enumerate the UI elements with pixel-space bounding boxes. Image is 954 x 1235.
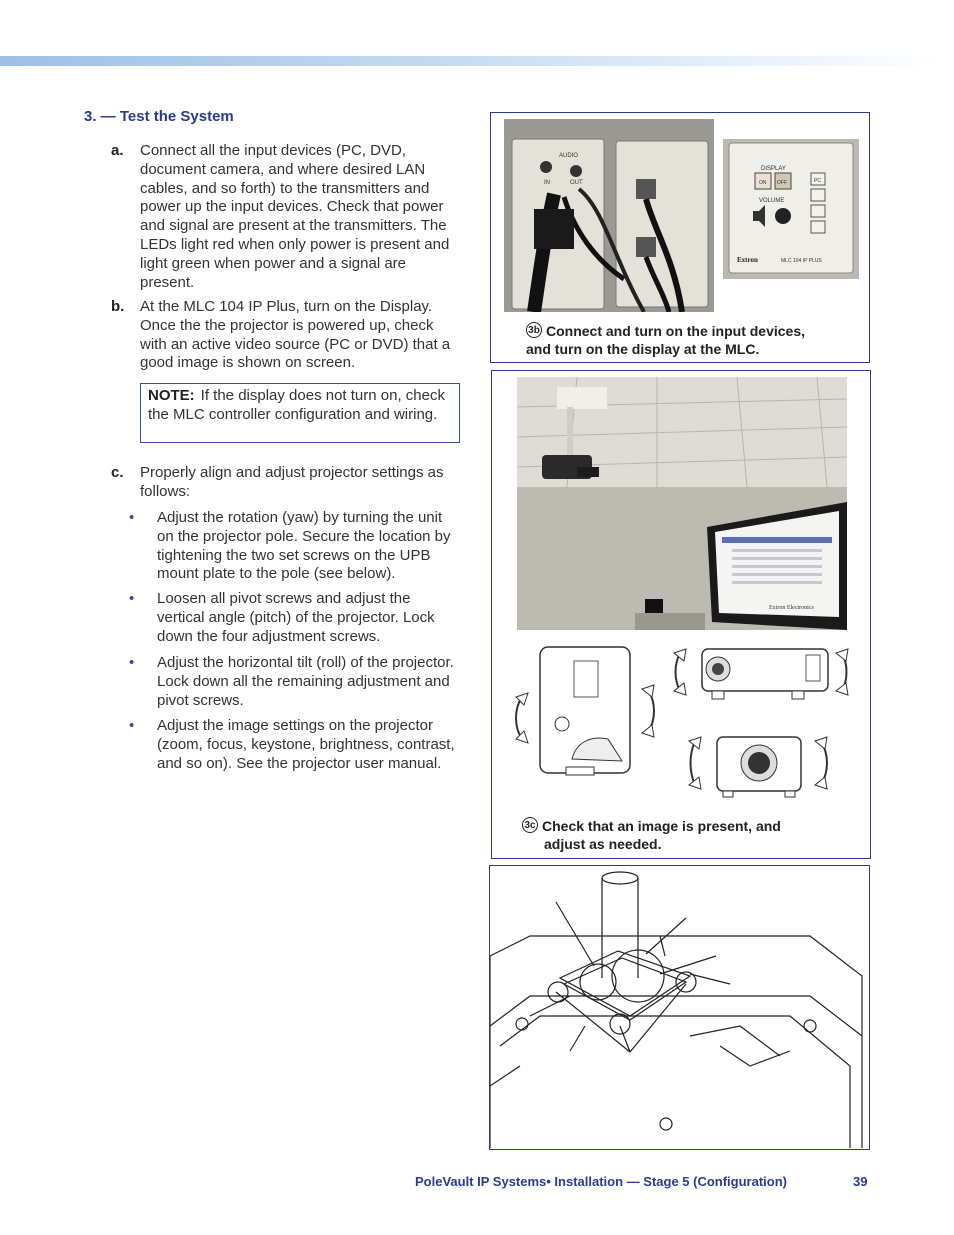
step-item-c [111,464,460,502]
wall-plate-photo [504,119,714,312]
svg-text:PC: PC [814,178,821,184]
svg-text:Extron: Extron [737,256,758,264]
svg-text:DISPLAY: DISPLAY [761,166,786,172]
note-text: If the display does not turn on, check the MLC controller configuration and wiring. [148,387,445,423]
item-label: c. [111,464,124,481]
svg-text:Extron Electronics: Extron Electronics [769,605,814,611]
header-gradient-bar [0,56,940,66]
bullet-text: Adjust the rotation (yaw) by turning the unit on the projector pole. Secure the location by tightening the two set screws on the UPB mount plate to the pole (see below). [157,509,451,583]
projector-front-view-drawing [687,731,837,801]
figure-3c [491,370,871,859]
svg-text:OFF: OFF [777,180,787,186]
figure-3b [490,112,870,363]
svg-text:IN: IN [544,180,550,186]
room-projector-photo [517,377,847,630]
bullet-text: Loosen all pivot screws and adjust the vertical angle (pitch) of the projector. Lock down the four adjustment screws. [157,590,435,645]
bullet-icon: • [129,654,135,671]
bullet-icon: • [129,717,135,734]
caption-line2: and turn on the display at the MLC. [526,341,760,357]
step-item-a [111,142,460,292]
svg-text:OUT: OUT [570,180,583,186]
page-number: 39 [853,1174,868,1189]
bullet-text: Adjust the image settings on the projector (zoom, focus, keystone, brightness, contrast, and so on). See the projector user manual. [157,717,455,772]
caption-line1: Connect and turn on the input devices, [546,323,806,339]
figure-3c-badge: 3c [522,817,538,833]
bullet-item [129,717,462,773]
bullet-icon: • [129,509,135,526]
figure-3b-badge: 3b [526,322,542,338]
bullet-item [129,509,462,584]
item-text: Properly align and adjust projector settings as follows: [140,464,444,500]
bullet-item [129,590,462,646]
step-item-b [111,298,460,373]
bullet-item [129,654,462,710]
figure-3b-caption [526,322,866,358]
bullet-icon: • [129,590,135,607]
figure-mount-drawing [489,865,870,1150]
bullet-text: Adjust the horizontal tilt (roll) of the projector. Lock down all the remaining adjustment and pivot screws. [157,654,454,709]
item-text: Connect all the input devices (PC, DVD, document camera, and where desired LAN cables, and so forth) to the transmitters and power up the input devices. Check that power and signal are present at the transmitters. The LEDs light red when only power is present and light green when power and a signal are present. [140,142,450,291]
step-heading: 3. — Test the System [84,108,234,125]
caption-line1: Check that an image is present, and [542,818,781,834]
caption-line2: adjust as needed. [544,836,662,852]
svg-text:MLC 104 IP PLUS: MLC 104 IP PLUS [781,258,822,264]
note-box [140,383,460,443]
mlc-controller-photo [723,139,859,279]
figure-3c-caption [522,817,852,853]
item-text: At the MLC 104 IP Plus, turn on the Display. Once the the projector is powered up, check with an active video source (PC or DVD) that a good image is shown on screen. [140,298,451,372]
footer-title: PoleVault IP Systems• Installation — Stage 5 (Configuration) [415,1174,787,1189]
svg-text:VOLUME: VOLUME [759,198,785,204]
projector-top-view-drawing [512,639,662,779]
note-label: NOTE: [148,387,195,404]
projector-side-view-drawing [672,641,852,707]
svg-text:ON: ON [759,180,767,186]
item-label: a. [111,142,124,159]
item-label: b. [111,298,125,315]
svg-text:AUDIO: AUDIO [559,153,579,159]
projector-mount-line-drawing [490,866,868,1148]
